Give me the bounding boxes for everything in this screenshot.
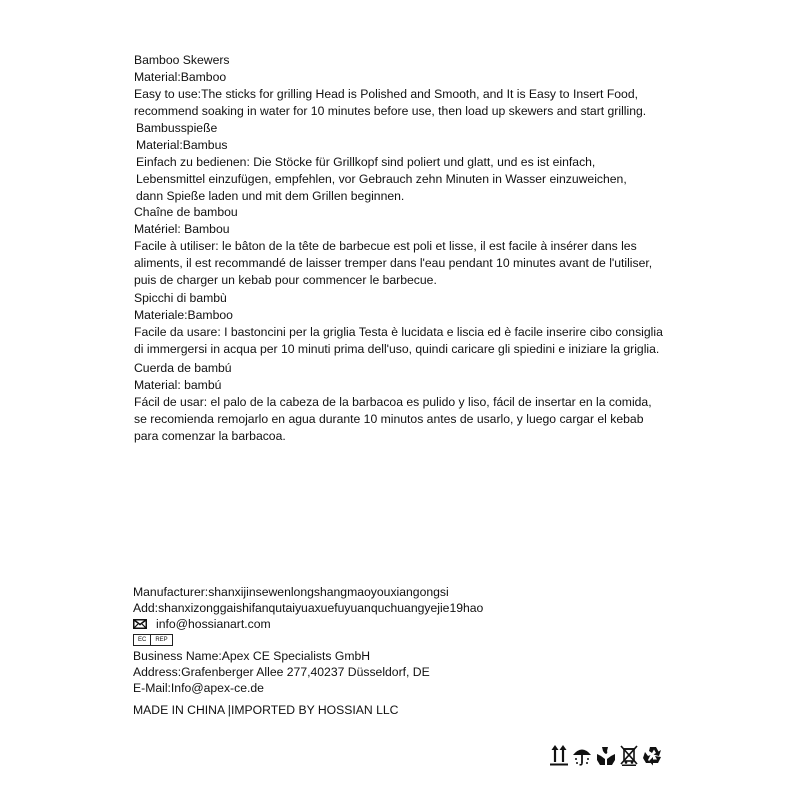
usage-spanish-line-3: para comenzar la barbacoa. [134,429,286,443]
usage-german-line-1: Einfach zu bedienen: Die Stöcke für Grillkopf sind poliert und glatt, und es ist einfach, [136,155,596,169]
manufacturer-address: Add:shanxizonggaishifanqutaiyuaxuefuyuanquchuangyejie19hao [133,601,484,615]
keep-dry-icon [572,744,592,766]
packaging-symbols [550,744,664,766]
business-email: E-Mail:Info@apex-ce.de [133,681,264,695]
material-french: Matériel: Bambou [134,222,230,236]
handle-with-care-icon [596,744,616,766]
weee-bin-icon [620,744,638,766]
title-french: Chaîne de bambou [134,205,238,219]
rep-label: REP [151,634,172,646]
usage-german-line-2: Lebensmittel einzufügen, empfehlen, vor Gebrauch zehn Minuten in Wasser einzuweichen, [136,172,627,186]
section-french [134,204,674,289]
usage-french-line-1: Facile à utiliser: le bâton de la tête de barbecue est poli et lisse, il est facile à insérer dans les [134,239,637,253]
section-spanish [134,360,674,445]
usage-spanish-line-2: se recomienda remojarlo en agua durante 10 minutos antes de usarlo, y luego cargar el kebab [134,412,644,426]
usage-english-line-1: Easy to use:The sticks for grilling Head is Polished and Smooth, and It is Easy to Insert Food, [134,87,638,101]
ec-rep-badge [133,634,633,646]
business-address: Address:Grafenberger Allee 277,40237 Düsseldorf, DE [133,665,430,679]
material-german: Material:Bambus [136,138,228,152]
material-english: Material:Bamboo [134,70,227,84]
ec-label: EC [133,634,151,646]
recycle-icon [642,744,664,766]
usage-french-line-2: aliments, il est recommandé de laisser tremper dans l'eau pendant 10 minutes avant de l'utiliser, [134,256,653,270]
title-english: Bamboo Skewers [134,53,230,67]
usage-german-line-3: dann Spieße laden und mit dem Grillen beginnen. [136,189,405,203]
title-italian: Spicchi di bambù [134,291,227,305]
title-german: Bambusspieße [136,121,218,135]
section-english [134,52,674,120]
made-in-line: MADE IN CHINA |IMPORTED BY HOSSIAN LLC [133,703,399,717]
material-spanish: Material: bambú [134,378,222,392]
business-name: Business Name:Apex CE Specialists GmbH [133,649,371,663]
usage-french-line-3: puis de charger un kebab pour commencer le barbecue. [134,273,437,287]
manufacturer-line: Manufacturer:shanxijinsewenlongshangmaoyouxiangongsi [133,585,449,599]
usage-italian-line-2: di immergersi in acqua per 10 minuti prima dell'uso, quindi caricare gli spiedini e iniziare la griglia. [134,342,660,356]
this-way-up-icon [550,744,568,766]
email-link[interactable]: info@hossianart.com [156,617,271,631]
envelope-icon [133,619,147,629]
section-italian [134,290,674,358]
email-row [133,616,633,632]
usage-spanish-line-1: Fácil de usar: el palo de la cabeza de la barbacoa es pulido y liso, fácil de insertar en la comida, [134,395,652,409]
footer-info [133,584,633,718]
section-german [136,120,676,205]
usage-italian-line-1: Facile da usare: I bastoncini per la griglia Testa è lucidata e liscia ed è facile inserire cibo consiglia [134,325,663,339]
material-italian: Materiale:Bamboo [134,308,233,322]
usage-english-line-2: recommend soaking in water for 10 minutes before use, then load up skewers and start grilling. [134,104,647,118]
title-spanish: Cuerda de bambú [134,361,232,375]
